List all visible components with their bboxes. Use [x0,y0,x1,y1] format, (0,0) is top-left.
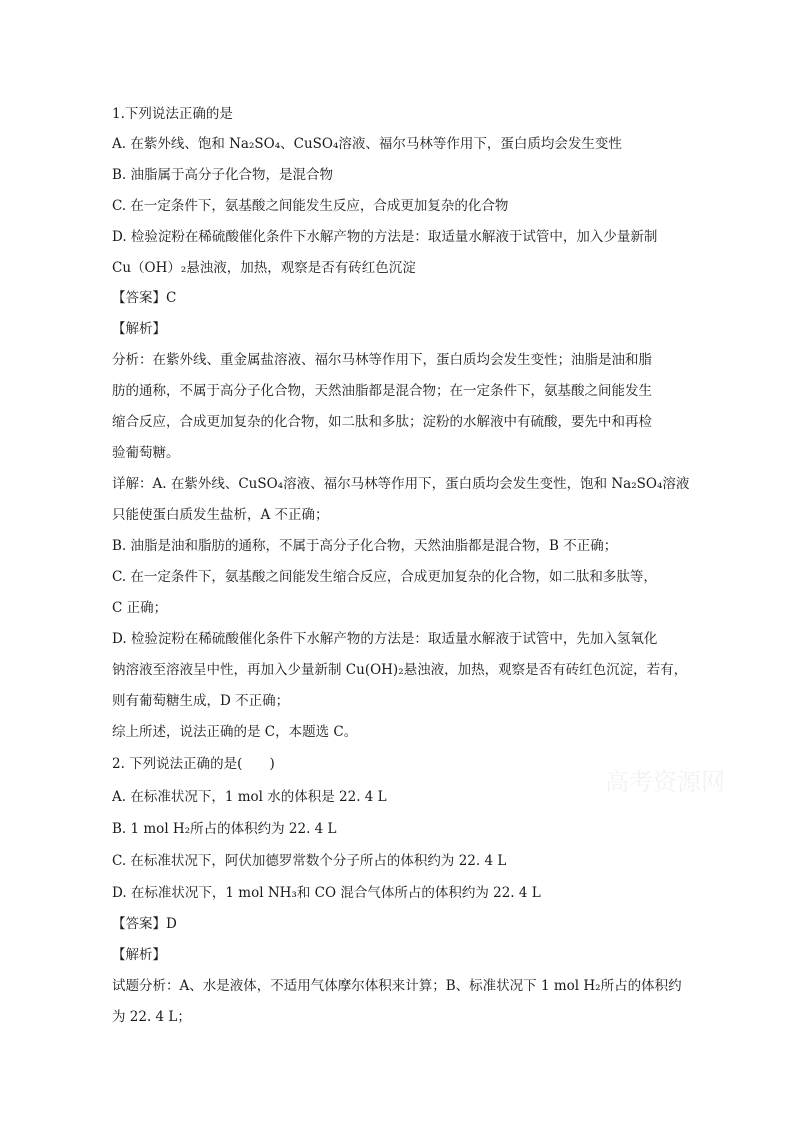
q1-option-c: C. 在一定条件下，氨基酸之间能发生反应，合成更加复杂的化合物 [112,198,509,214]
q1-analysis-line: 肪的通称，不属于高分子化合物，天然油脂都是混合物；在一定条件下，氨基酸之间能发生 [112,383,652,399]
q2-option-b: B. 1 mol H₂所占的体积约为 22. 4 L [112,821,337,837]
q2-answer: 【答案】D [112,916,177,932]
q1-analysis-heading: 【解析】 [112,321,166,337]
q1-option-a: A. 在紫外线、饱和 Na₂SO₄、CuSO₄溶液、福尔马林等作用下，蛋白质均会发生变性 [112,136,622,152]
q1-analysis-line: 缩合反应，合成更加复杂的化合物，如二肽和多肽；淀粉的水解液中有硫酸，要先中和再检 [112,414,652,430]
q1-analysis-line: 则有葡萄糖生成，D 不正确； [112,693,290,709]
q1-analysis-line: 详解：A. 在紫外线、CuSO₄溶液、福尔马林等作用下，蛋白质均会发生变性，饱和 Na₂SO₄溶液 [112,476,690,492]
q2-option-a: A. 在标准状况下，1 mol 水的体积是 22. 4 L [112,789,387,805]
q1-analysis-line: D. 检验淀粉在稀硫酸催化条件下水解产物的方法是：取适量水解液于试管中，先加入氢氧化 [112,631,658,647]
watermark-text: 高考资源网 [605,768,725,796]
q1-option-b: B. 油脂属于高分子化合物，是混合物 [112,167,334,183]
q1-answer: 【答案】C [112,290,177,306]
q1-analysis-line: C. 在一定条件下，氨基酸之间能发生缩合反应，合成更加复杂的化合物，如二肽和多肽等， [112,569,657,585]
q2-option-c: C. 在标准状况下，阿伏加德罗常数个分子所占的体积约为 22. 4 L [112,853,507,869]
q2-analysis-line: 为 22. 4 L； [112,1009,191,1025]
q1-analysis-line: 验葡萄糖。 [112,445,180,461]
q2-stem: 2. 下列说法正确的是( ) [112,756,275,772]
q1-stem: 1.下列说法正确的是 [112,106,233,122]
q1-analysis-line: 分析：在紫外线、重金属盐溶液、福尔马林等作用下，蛋白质均会发生变性；油脂是油和脂 [112,352,652,368]
q1-option-d-line2: Cu（OH）₂悬浊液，加热，观察是否有砖红色沉淀 [112,260,416,276]
q2-option-d: D. 在标准状况下，1 mol NH₃和 CO 混合气体所占的体积约为 22. 4 L [112,885,541,901]
q1-option-d-line1: D. 检验淀粉在稀硫酸催化条件下水解产物的方法是：取适量水解液于试管中，加入少量新制 [112,229,658,245]
q1-analysis-line: C 正确； [112,600,168,616]
q1-analysis-line: 只能使蛋白质发生盐析，A 不正确； [112,507,329,523]
q1-analysis-line: 钠溶液至溶液呈中性，再加入少量新制 Cu(OH)₂悬浊液，加热，观察是否有砖红色沉淀，若有， [112,662,688,678]
q1-analysis-line: B. 油脂是油和脂肪的通称，不属于高分子化合物，天然油脂都是混合物，B 不正确； [112,538,618,554]
q2-analysis-heading: 【解析】 [112,947,166,963]
q1-analysis-line: 综上所述，说法正确的是 C，本题选 C。 [112,724,358,740]
q2-analysis-line: 试题分析：A、水是液体，不适用气体摩尔体积来计算；B、标准状况下 1 mol H₂所占的体积约 [112,978,682,994]
